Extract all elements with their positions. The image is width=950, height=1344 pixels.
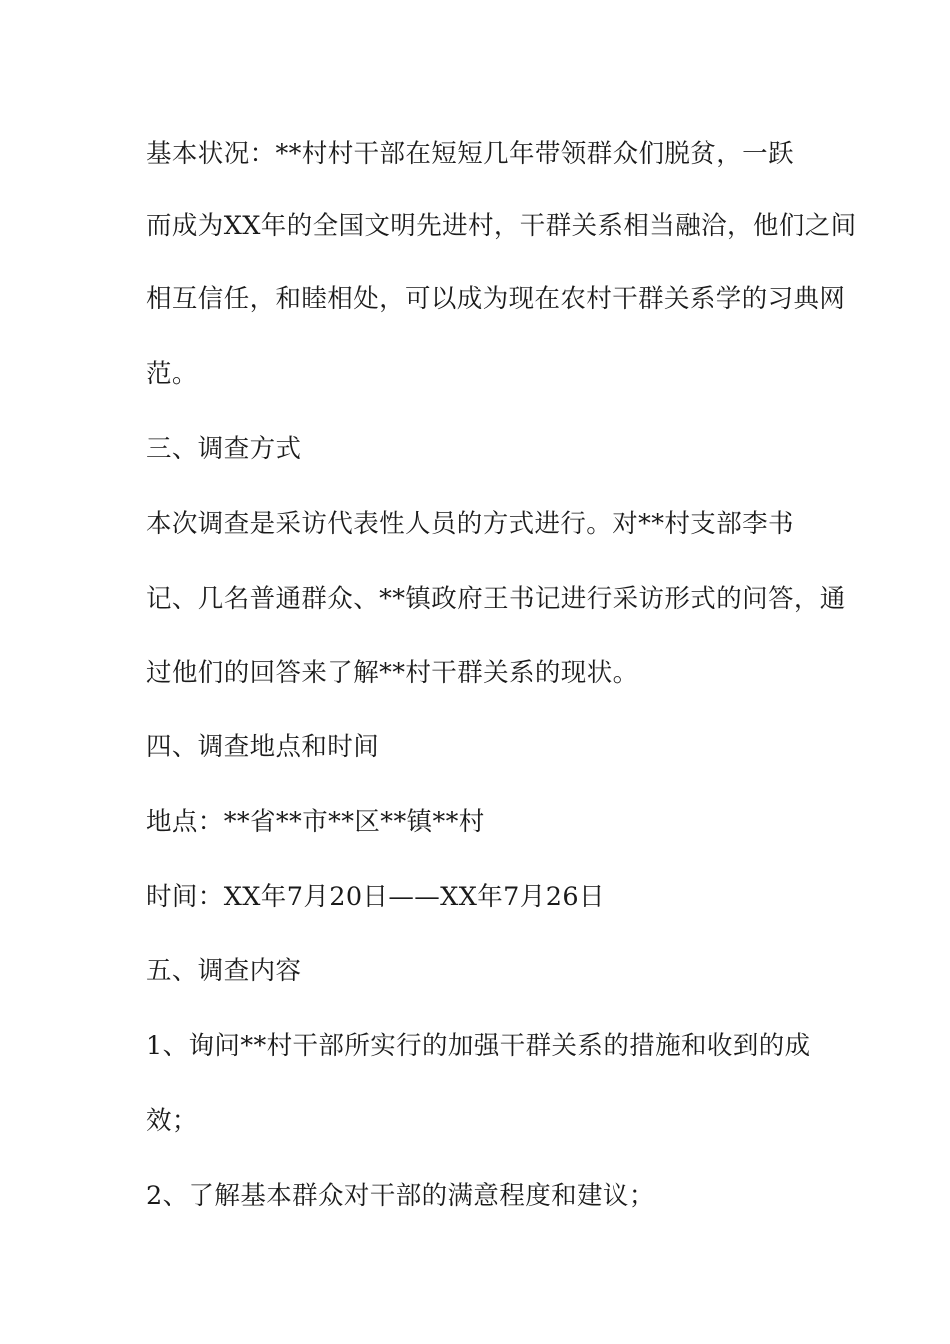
section-heading: 三、调查方式 bbox=[146, 434, 302, 464]
location-line: 地点：**省**市**区**镇**村 bbox=[146, 807, 485, 837]
time-line: 时间：XX年7月20日——XX年7月26日 bbox=[146, 882, 605, 912]
paragraph-line: 基本状况：**村村干部在短短几年带领群众们脱贫，一跃 bbox=[146, 139, 794, 169]
paragraph-line: 本次调查是采访代表性人员的方式进行。对**村支部李书 bbox=[146, 509, 794, 539]
section-heading: 五、调查内容 bbox=[146, 956, 302, 986]
paragraph-line: 过他们的回答来了解**村干群关系的现状。 bbox=[146, 658, 639, 688]
paragraph-line: 范。 bbox=[146, 359, 198, 389]
list-item-line: 2、了解基本群众对干部的满意程度和建议； bbox=[146, 1181, 655, 1211]
list-item-line: 效； bbox=[146, 1106, 198, 1136]
section-heading: 四、调查地点和时间 bbox=[146, 732, 380, 762]
paragraph-line: 而成为XX年的全国文明先进村，干群关系相当融洽，他们之间 bbox=[146, 211, 857, 241]
list-item-line: 1、询问**村干部所实行的加强干群关系的措施和收到的成 bbox=[146, 1031, 811, 1061]
paragraph-line: 记、几名普通群众、**镇政府王书记进行采访形式的问答，通 bbox=[146, 584, 846, 614]
paragraph-line: 相互信任，和睦相处，可以成为现在农村干群关系学的习典网 bbox=[146, 284, 846, 314]
